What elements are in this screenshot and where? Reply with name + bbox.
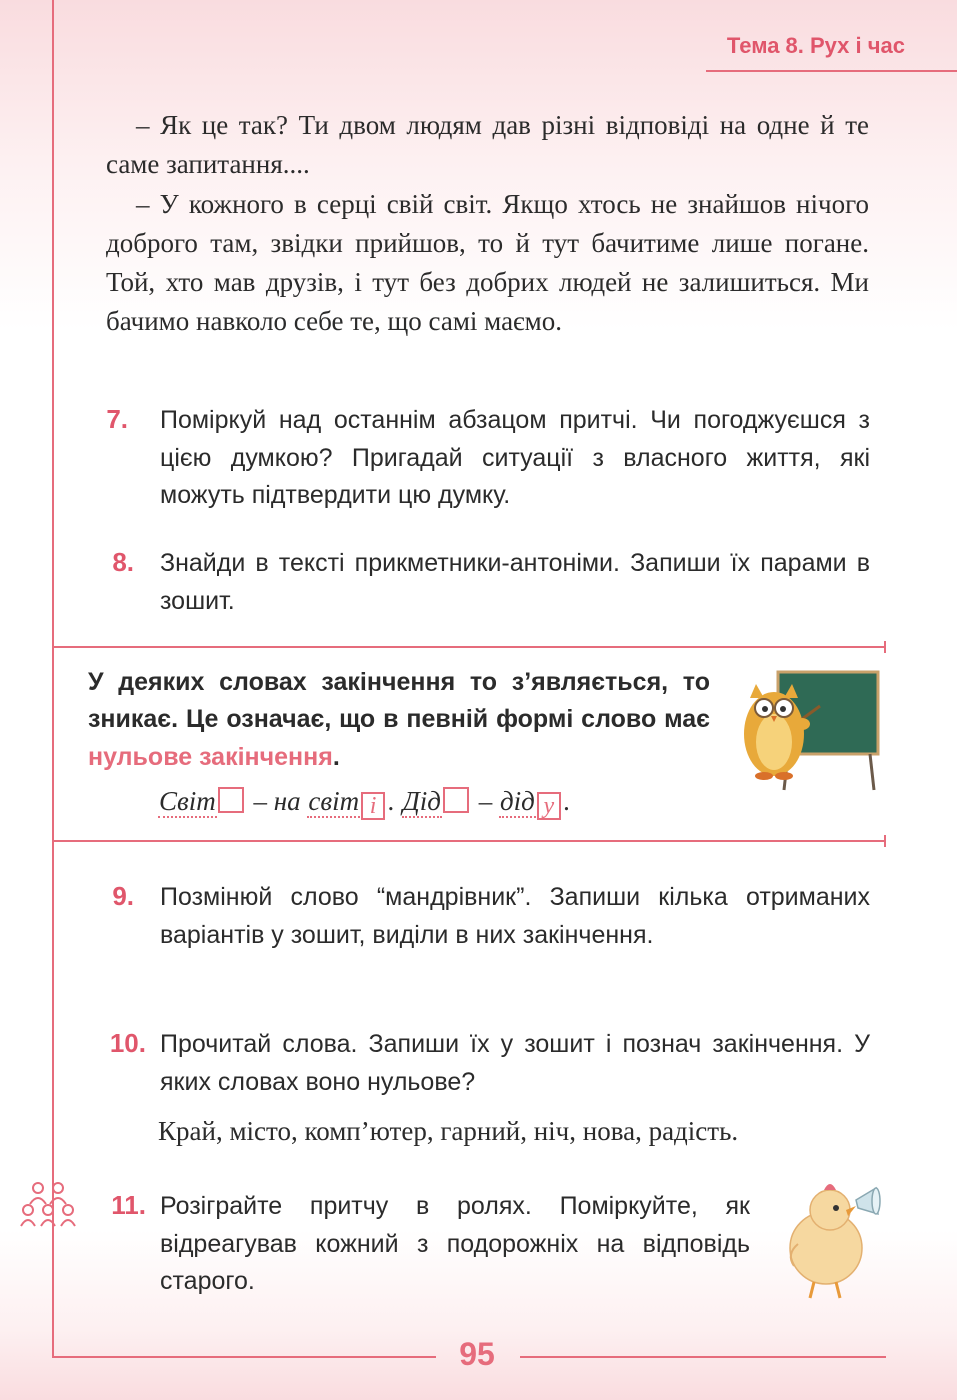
example-preposition: на xyxy=(273,786,308,816)
rule-box-bottom-tick xyxy=(884,835,886,847)
task-text: Позмінюй слово “мандрівник”. Запиши кілька отриманих варіантів у зошит, виділи в них закінчення. xyxy=(160,883,870,949)
task-number: 7. xyxy=(106,404,128,434)
example-word: Світ xyxy=(159,786,216,816)
example-word: Дід xyxy=(402,786,441,816)
example-word: дід xyxy=(499,786,535,816)
zero-ending-box xyxy=(218,787,244,813)
grammar-rule xyxy=(88,664,710,776)
rule-box-top-tick xyxy=(884,641,886,653)
task-text: Поміркуй над останнім абзацом притчі. Чи погоджуєшся з цією думкою? Пригадай ситуації з власного життя, які можуть підтвердити цю думку. xyxy=(160,406,870,509)
example-dash: – xyxy=(246,786,274,816)
left-margin-line xyxy=(52,0,54,1358)
parable-text xyxy=(106,106,869,342)
topic-title: Тема 8. Рух і час xyxy=(726,33,905,58)
footer-line-right xyxy=(520,1356,886,1358)
story-paragraph: – У кожного в серці свій світ. Якщо хтось не знайшов нічого доброго там, звідки прийшов, то й тут бачитиме лише погане. Той, хто мав друзів, і тут без добрих людей не залишиться. Ми бачимо навколо себе те, що самі маємо. xyxy=(106,188,869,337)
task-number: 11. xyxy=(111,1190,146,1220)
owl-teacher-icon xyxy=(738,662,888,792)
rule-text: У деяких словах закінчення то з’являється, то зникає. Це означає, що в певній формі слово має xyxy=(88,668,710,734)
task-number: 10. xyxy=(109,1028,146,1058)
group-work-icon xyxy=(20,1180,80,1236)
rule-end: . xyxy=(332,742,340,771)
task-text: Прочитай слова. Запиши їх у зошит і познач закінчення. У яких словах воно нульове? xyxy=(160,1030,870,1096)
ending-box: і xyxy=(361,792,385,820)
word-list: Край, місто, комп’ютер, гарний, ніч, нова, радість. xyxy=(158,1116,739,1146)
zero-ending-box xyxy=(443,787,469,813)
rule-example xyxy=(158,786,571,820)
story-paragraph: – Як це так? Ти двом людям дав різні відповіді на одне й те саме запитання.... xyxy=(106,110,869,180)
example-word: світ xyxy=(308,786,360,816)
footer-line-left xyxy=(52,1356,436,1358)
task-number: 8. xyxy=(112,547,134,577)
task-text: Знайди в тексті прикметники-антоніми. Запиши їх парами в зошит. xyxy=(160,549,870,615)
rule-box-top-line xyxy=(52,646,886,648)
example-separator: . xyxy=(388,786,402,816)
example-dash: – xyxy=(471,786,499,816)
rule-box-bottom-line xyxy=(52,840,886,842)
ending-box: у xyxy=(537,792,561,820)
task-number: 9. xyxy=(112,881,134,911)
chick-megaphone-icon xyxy=(778,1170,888,1305)
rule-term: нульове закінчення xyxy=(88,742,333,771)
task-text: Розіграйте притчу в ролях. Поміркуйте, як відреагував кожний з подорожніх на відповідь старого. xyxy=(160,1192,750,1295)
header-underline xyxy=(706,70,957,72)
example-end: . xyxy=(563,786,571,816)
page-number: 95 xyxy=(459,1336,495,1372)
